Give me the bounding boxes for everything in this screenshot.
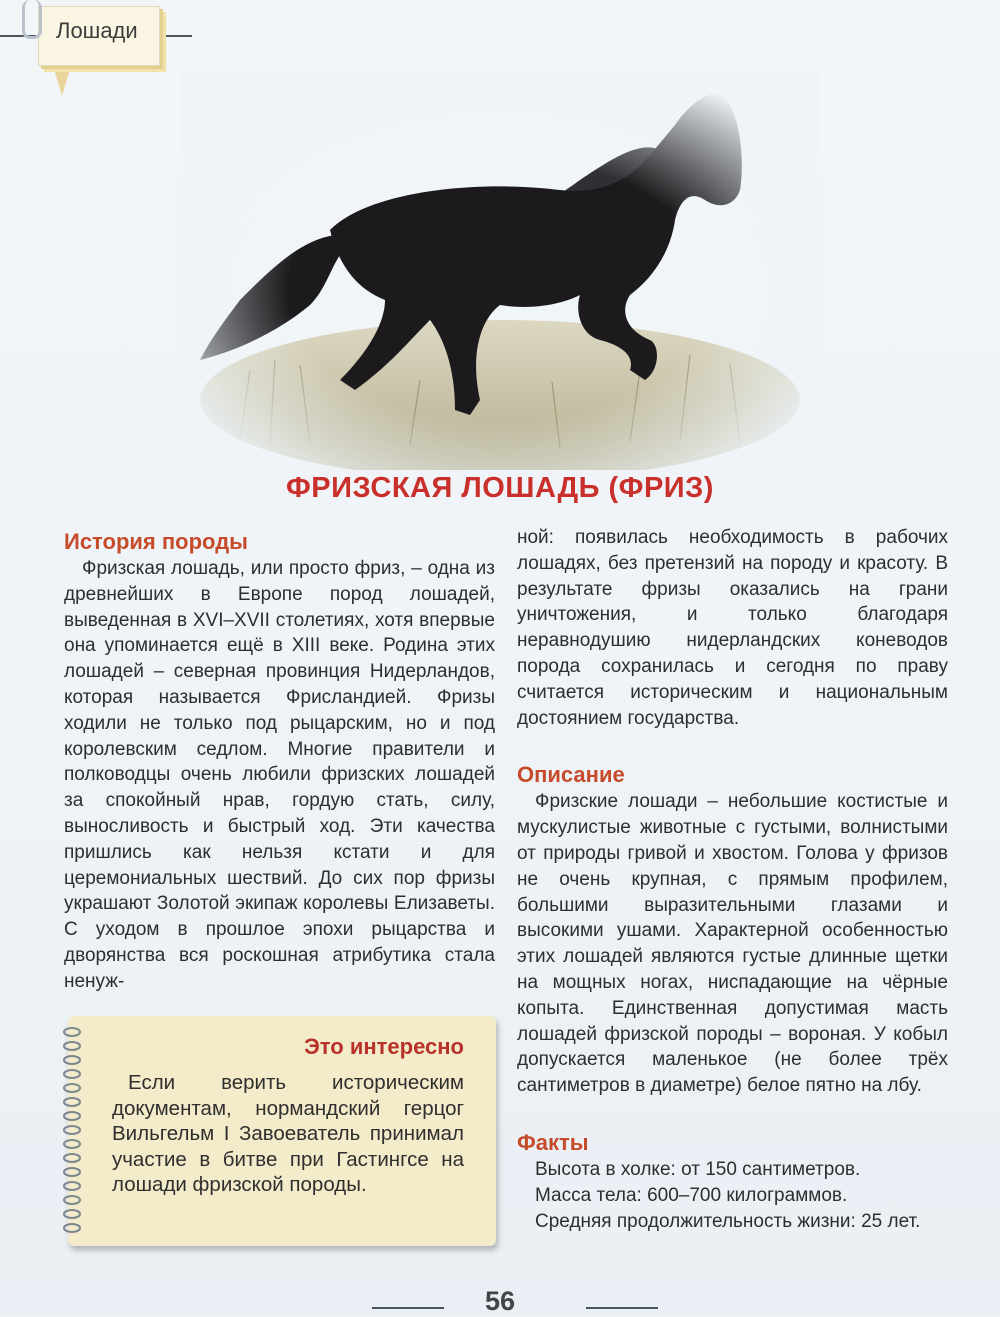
facts-list [517,1157,948,1234]
history-text-part2: ной: появилась необходимость в рабочих лошадях, без претензий на породу и красоту. В результате фризы оказались на грани уничтожения, и только благодаря неравнодушию нидерландских коневодов порода сохранилась и сегодня по праву считается историческим и национальным достоянием государства. [517,527,948,729]
notebook-spiral-icon [60,1022,84,1242]
right-column [517,525,948,1234]
fact-item: Средняя продолжительность жизни: 25 лет. [535,1210,921,1232]
header-tab-fold [52,62,72,96]
interesting-text: Если верить историческим документам, нормандский герцог Вильгельм I Завоеватель принимал участие в битве при Гастингсе на лошади фризской породы. [112,1071,464,1197]
header-rule-right [162,35,192,37]
fact-item: Масса тела: 600–700 килограммов. [535,1184,848,1206]
description-text: Фризские лошади – небольшие костистые и мускулистые животные с густыми, волнистыми от природы гривой и хвостом. Голова у фризов не очень крупная, с прямым профилем, большими выразительными глазами и высокими ушами. Характерной особенностью этих лошадей являются густые длинные щетки на мощных ногах, ниспадающие на чёрные копыта. Единственная допустимая масть лошадей фризской породы – вороная. У кобыл допускается маленькое (не более трёх сантиметров в диаметре) белое пятно на лбу. [517,791,948,1097]
section-title: Лошади [56,18,138,43]
fact-item: Высота в холке: от 150 сантиметров. [535,1158,861,1180]
page-number: 56 [484,1286,516,1316]
paperclip-icon [22,0,42,39]
description-heading: Описание [517,762,625,788]
facts-heading: Факты [517,1129,589,1155]
left-column [64,528,495,995]
history-text-part1: Фризская лошадь, или просто фриз, – одна из древнейших в Европе пород лошадей, выведенная в XVI–XVII столетиях, хотя впервые она упоминается ещё в XIII веке. Родина этих лошадей – северная провинция Нидерландов, которая называется Фрисландией. Фризы ходили не только под рыцарским, но и под королевским седлом. Многие правители и полководцы очень любили фризских лошадей за спокойный нрав, гордую стать, силу, выносливость и быстрый ход. Эти качества пришлись как нельзя кстати и для церемониальных шествий. До сих пор фризы украшают Золотой экипаж королевы Елизаветы. С уходом в прошлое эпохи рыцарства и дворянства вся роскошная атрибутика стала ненуж- [64,558,495,992]
interesting-heading: Это интересно [304,1034,464,1059]
history-heading: История породы [64,529,248,554]
breed-title: ФРИЗСКАЯ ЛОШАДЬ (ФРИЗ) [286,472,714,504]
horse-photo [180,70,820,470]
